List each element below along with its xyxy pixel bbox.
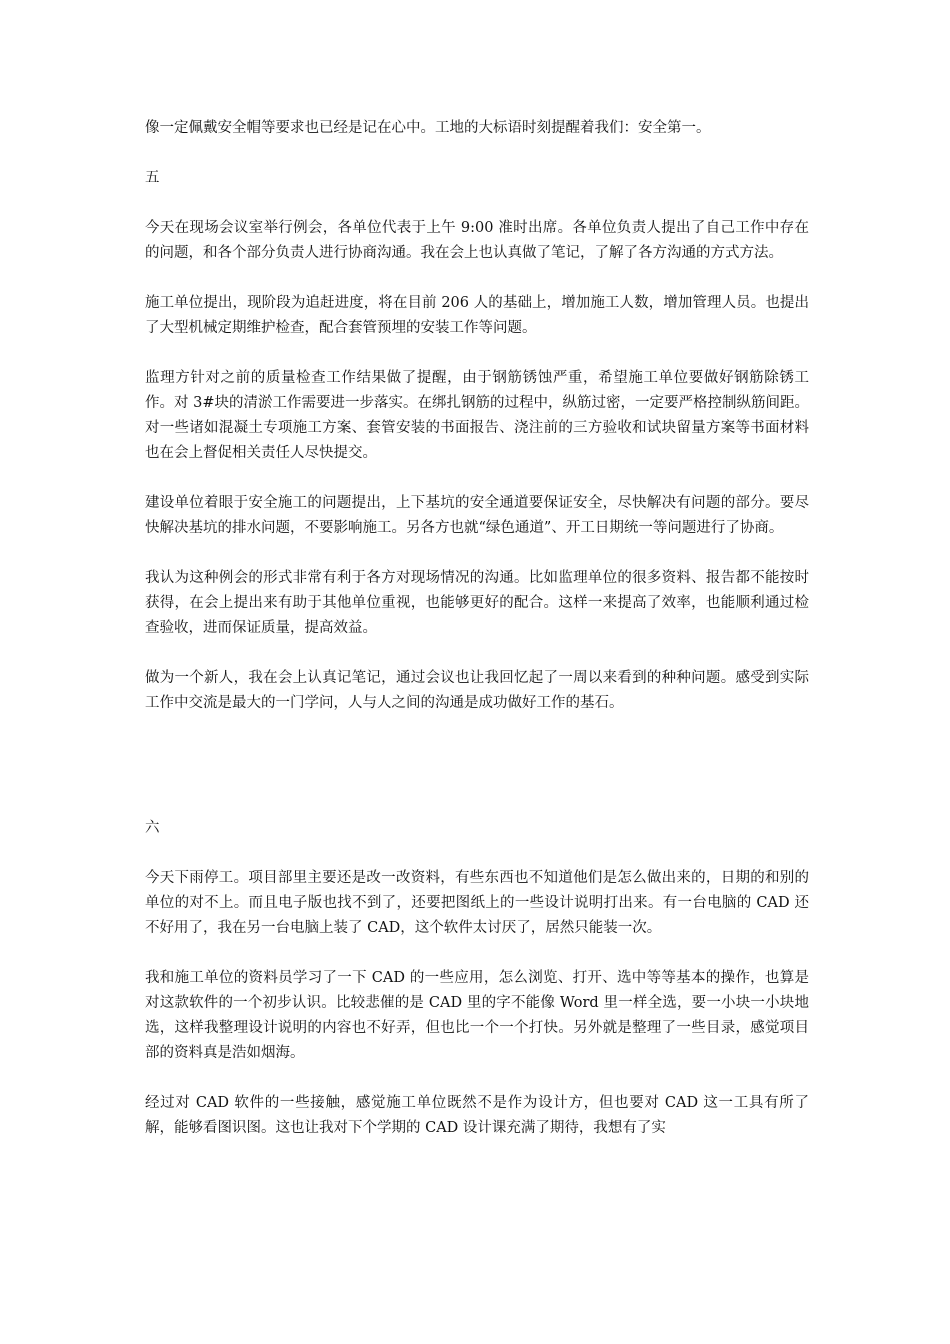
section-five-heading: 五 — [145, 170, 160, 186]
section-five-paragraph-6: 做为一个新人，我在会上认真记笔记，通过会议也让我回忆起了一周以来看到的种种问题。感受到实际工作中交流是最大的一门学问，人与人之间的沟通是成功做好工作的基石。 — [145, 670, 809, 711]
section-five-paragraph-2: 施工单位提出，现阶段为追赶进度，将在目前 206 人的基础上，增加施工人数，增加管理人员。也提出了大型机械定期维护检查，配合套管预埋的安装工作等问题。 — [145, 295, 809, 336]
section-five-paragraph-4: 建设单位着眼于安全施工的问题提出，上下基坑的安全通道要保证安全，尽快解决有问题的部分。要尽快解决基坑的排水问题，不要影响施工。另各方也就“绿色通道”、开工日期统一等问题进行了协商。 — [145, 495, 809, 536]
section-five-tail-paragraph: 像一定佩戴安全帽等要求也已经是记在心中。工地的大标语时刻提醒着我们：安全第一。 — [145, 120, 711, 136]
section-six-paragraph-3: 经过对 CAD 软件的一些接触，感觉施工单位既然不是作为设计方，但也要对 CAD 这一工具有所了解，能够看图识图。这也让我对下个学期的 CAD 设计课充满了期待，我想有了实 — [145, 1095, 809, 1136]
section-gap — [145, 741, 809, 816]
section-six-paragraph-2: 我和施工单位的资料员学习了一下 CAD 的一些应用，怎么浏览、打开、选中等等基本的操作，也算是对这款软件的一个初步认识。比较悲催的是 CAD 里的字不能像 Word 里一样全选，要一小块一小块地选，这样我整理设计说明的内容也不好弄，但也比一个一个打快。另外就是整理了一些目录，感觉项目部的资料真是浩如烟海。 — [145, 970, 809, 1061]
section-five-paragraph-1: 今天在现场会议室举行例会，各单位代表于上午 9:00 准时出席。各单位负责人提出了自己工作中存在的问题，和各个部分负责人进行协商沟通。我在会上也认真做了笔记，了解了各方沟通的方式方法。 — [145, 220, 809, 261]
section-six-heading: 六 — [145, 820, 160, 836]
section-five-paragraph-5: 我认为这种例会的形式非常有利于各方对现场情况的沟通。比如监理单位的很多资料、报告都不能按时获得，在会上提出来有助于其他单位重视，也能够更好的配合。这样一来提高了效率，也能顺利通过检查验收，进而保证质量，提高效益。 — [145, 570, 809, 636]
section-six-paragraph-1: 今天下雨停工。项目部里主要还是改一改资料，有些东西也不知道他们是怎么做出来的，日期的和别的单位的对不上。而且电子版也找不到了，还要把图纸上的一些设计说明打出来。有一台电脑的 CAD 还不好用了，我在另一台电脑上装了 CAD，这个软件太讨厌了，居然只能装一次。 — [145, 870, 809, 936]
section-five-paragraph-3: 监理方针对之前的质量检查工作结果做了提醒，由于钢筋锈蚀严重，希望施工单位要做好钢筋除锈工作。对 3#块的清淤工作需要进一步落实。在绑扎钢筋的过程中，纵筋过密，一定要严格控制纵筋间距。对一些诸如混凝土专项施工方案、套管安装的书面报告、浇注前的三方验收和试块留量方案等书面材料也在会上督促相关责任人尽快提交。 — [145, 370, 809, 461]
text-column — [145, 116, 809, 1166]
